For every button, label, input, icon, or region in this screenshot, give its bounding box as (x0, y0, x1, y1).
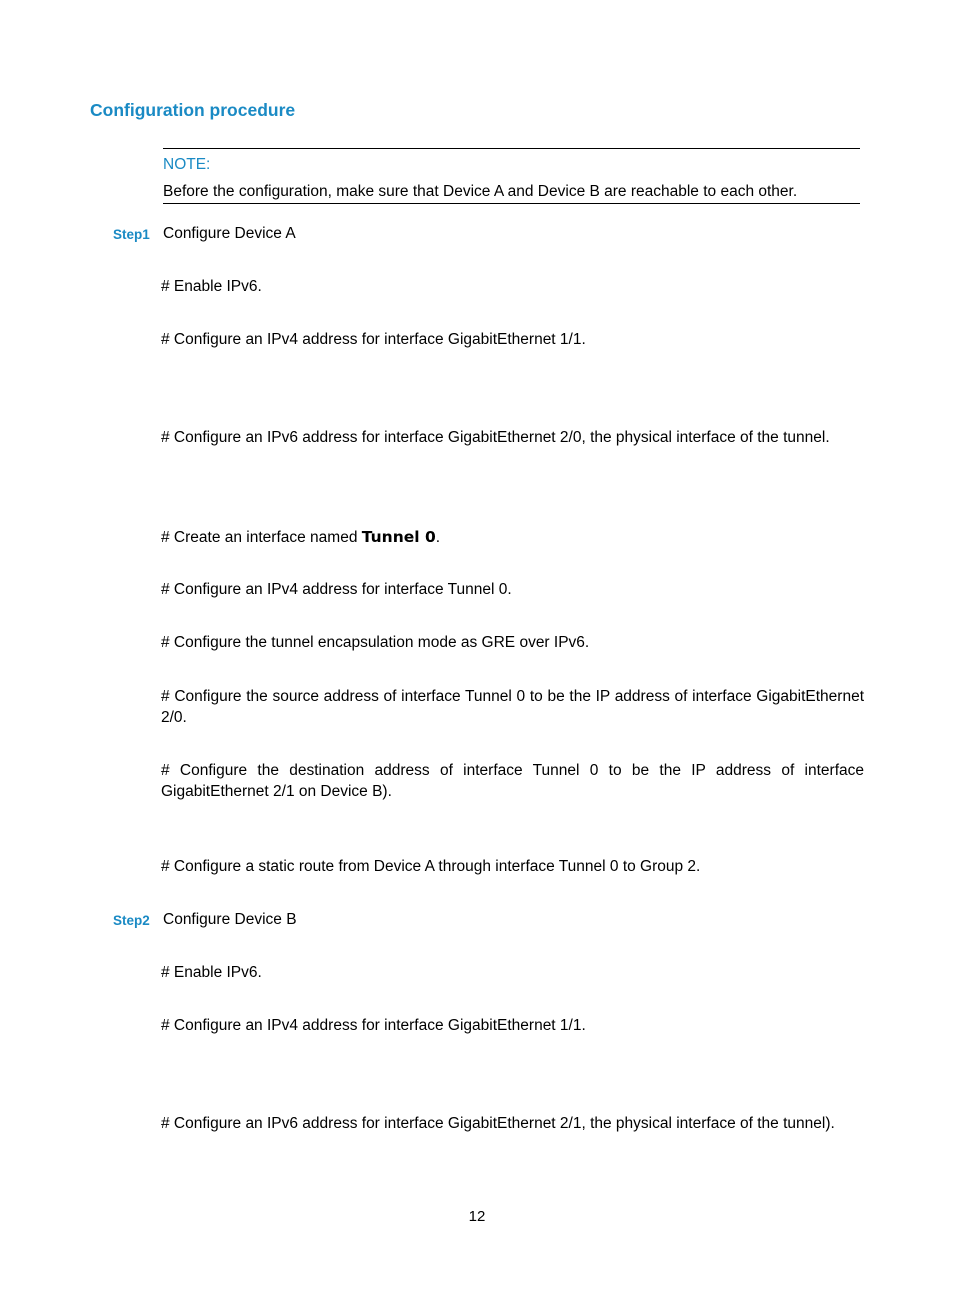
step1-item-static-route: # Configure a static route from Device A through interface Tunnel 0 to Group 2. (161, 858, 701, 875)
step2-title: Configure Device B (163, 911, 297, 928)
create-tunnel-suffix: . (435, 529, 441, 546)
step1-item-enable-ipv6: # Enable IPv6. (161, 278, 262, 295)
section-heading: Configuration procedure (90, 100, 296, 120)
step2-item-ipv6-ge21: # Configure an IPv6 address for interface GigabitEthernet 2/1, the physical interface of the tunnel). (161, 1115, 835, 1132)
step1-label: Step1 (113, 227, 150, 242)
step1-item-source-address: # Configure the source address of interface Tunnel 0 to be the IP address of interface GigabitEthernet 2/0. (161, 688, 864, 726)
page-number: 12 (468, 1208, 486, 1225)
step1-item-ipv4-ge11: # Configure an IPv4 address for interface GigabitEthernet 1/1. (161, 331, 586, 348)
tunnel-name: Tunnel 0 (361, 528, 436, 546)
step1-item-ipv6-ge20: # Configure an IPv6 address for interface GigabitEthernet 2/0, the physical interface of the tunnel. (161, 429, 830, 446)
note-bottom-rule (163, 203, 860, 204)
create-tunnel-prefix: # Create an interface named (161, 529, 362, 546)
step1-item-ipv4-tunnel: # Configure an IPv4 address for interface Tunnel 0. (161, 581, 512, 598)
note-label: NOTE: (163, 156, 211, 173)
step1-item-encapsulation: # Configure the tunnel encapsulation mode as GRE over IPv6. (161, 634, 590, 651)
step1-item-create-tunnel (161, 528, 440, 547)
step2-item-ipv4-ge11: # Configure an IPv4 address for interface GigabitEthernet 1/1. (161, 1017, 586, 1034)
note-top-rule (163, 148, 860, 149)
step1-item-destination-address: # Configure the destination address of interface Tunnel 0 to be the IP address of interface GigabitEthernet 2/1 on Device B). (161, 762, 864, 800)
step1-title: Configure Device A (163, 225, 296, 242)
step2-item-enable-ipv6: # Enable IPv6. (161, 964, 262, 981)
note-text: Before the configuration, make sure that Device A and Device B are reachable to each other. (163, 183, 798, 200)
step2-label: Step2 (113, 913, 150, 928)
